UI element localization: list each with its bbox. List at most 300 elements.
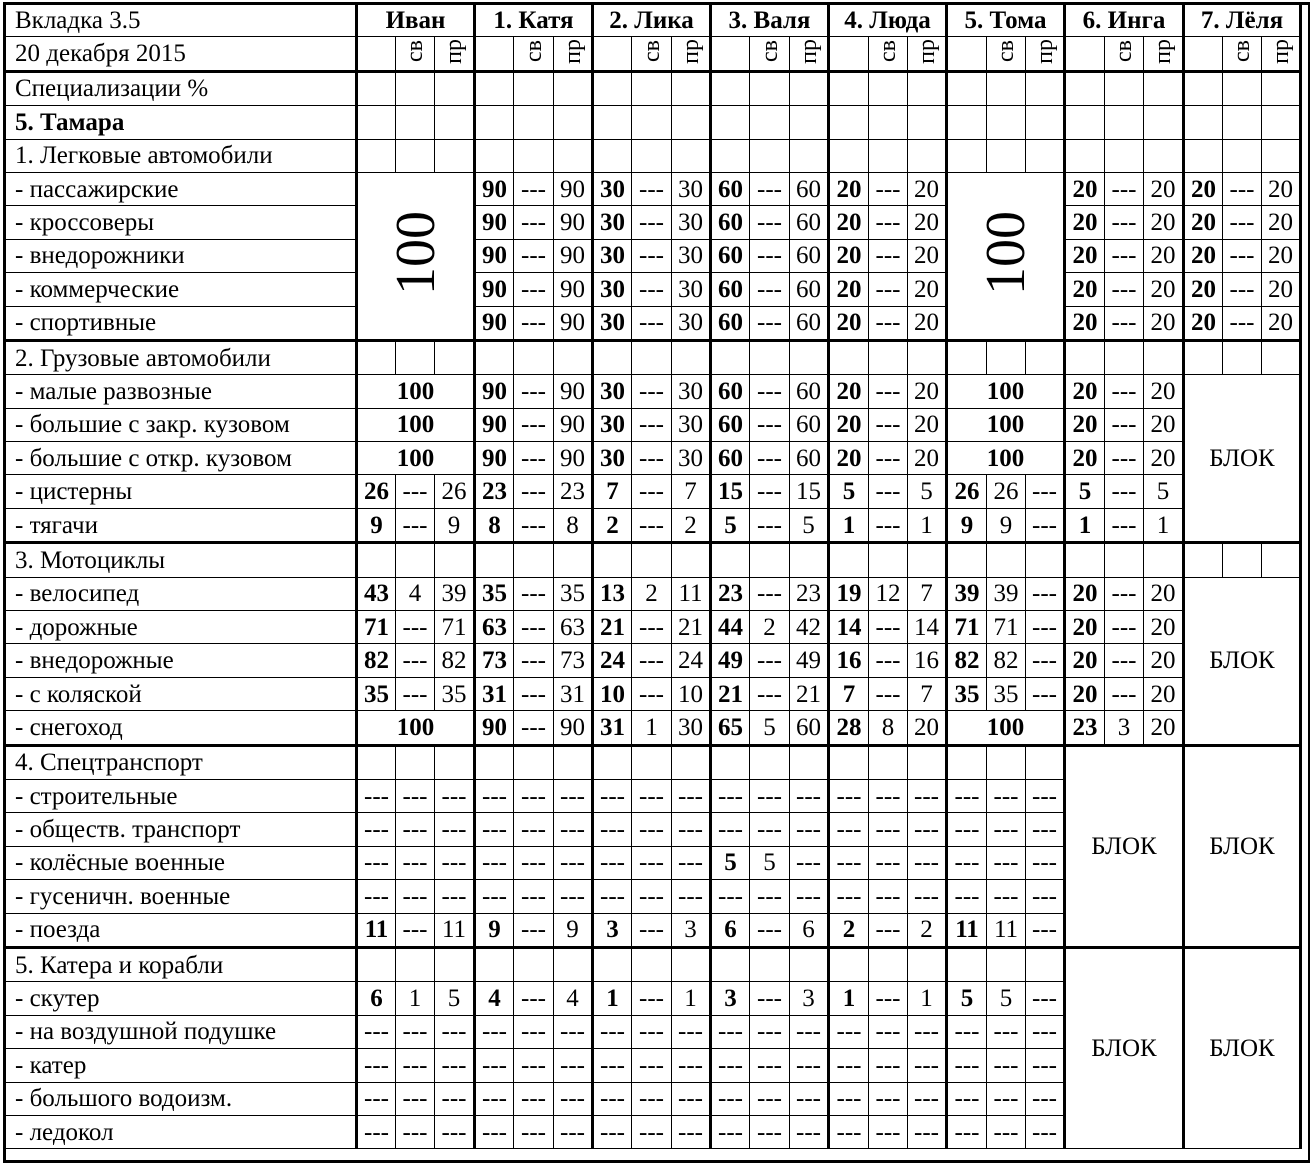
empty-cell: [357, 106, 396, 139]
value-sv: ---: [869, 1049, 908, 1082]
value-total: ---: [947, 1082, 987, 1115]
value-total: ---: [711, 880, 750, 913]
value-sv: ---: [869, 408, 908, 441]
value-total: 10: [593, 677, 632, 710]
value-pr: ---: [1026, 846, 1065, 879]
empty-cell: [475, 947, 514, 981]
value-total: 11: [357, 913, 396, 947]
value-sv: ---: [514, 475, 554, 508]
value-total: ---: [711, 813, 750, 846]
empty-cell: [750, 106, 790, 139]
empty-cell: [1184, 37, 1223, 71]
value-sv: ---: [396, 1082, 435, 1115]
sub-header-sv-text: св: [638, 40, 665, 63]
value-total: 60: [711, 273, 750, 306]
empty-cell: [1144, 543, 1184, 577]
value-total: 3: [711, 982, 750, 1015]
value-total: 90: [475, 206, 514, 239]
value-total: ---: [475, 1015, 514, 1048]
value-sv: ---: [1105, 239, 1144, 272]
empty-cell: [593, 340, 632, 374]
value-sv: 2: [632, 577, 672, 610]
value-sv: ---: [987, 1049, 1026, 1082]
value-total: 20: [829, 442, 869, 475]
empty-cell: [1262, 139, 1301, 172]
value-sv: ---: [1105, 677, 1144, 710]
value-sv: 39: [987, 577, 1026, 610]
value-sv: ---: [514, 375, 554, 408]
value-pr: ---: [554, 1115, 593, 1148]
value-pr: ---: [1026, 644, 1065, 677]
empty-cell: [987, 71, 1026, 105]
empty-cell: [396, 340, 435, 374]
value-sv: ---: [632, 442, 672, 475]
empty-cell: [1105, 106, 1144, 139]
value-sv: ---: [987, 880, 1026, 913]
value-sv: ---: [396, 1115, 435, 1148]
empty-cell: [554, 139, 593, 172]
value-sv: ---: [987, 779, 1026, 812]
value-total: ---: [947, 1015, 987, 1048]
value-total: 20: [1065, 442, 1105, 475]
value-sv: ---: [750, 1015, 790, 1048]
value-pr: 35: [554, 577, 593, 610]
value-pr: 30: [672, 273, 711, 306]
value-sv: 2: [750, 611, 790, 644]
empty-cell: [357, 745, 396, 779]
value-pr: ---: [1026, 1015, 1065, 1048]
value-sv: ---: [514, 206, 554, 239]
empty-cell: [632, 340, 672, 374]
value-sv: ---: [750, 880, 790, 913]
value-pr: 10: [672, 677, 711, 710]
row-label: - внедорожные: [5, 644, 357, 677]
value-pr: 42: [790, 611, 829, 644]
value-sv: ---: [632, 880, 672, 913]
value-total: ---: [593, 1049, 632, 1082]
value-sv: ---: [1223, 239, 1262, 272]
value-pr: 20: [1144, 273, 1184, 306]
value-pr: ---: [908, 779, 947, 812]
sub-header-sv: [1223, 37, 1262, 71]
value-total: 20: [829, 206, 869, 239]
value-total: ---: [593, 1082, 632, 1115]
value-total: ---: [947, 1049, 987, 1082]
value-total: ---: [475, 846, 514, 879]
empty-cell: [554, 106, 593, 139]
value-sv: ---: [869, 1115, 908, 1148]
value-pr: 20: [1144, 677, 1184, 710]
value-sv: ---: [750, 375, 790, 408]
empty-cell: [1144, 139, 1184, 172]
empty-cell: [1144, 340, 1184, 374]
value-total: ---: [357, 1115, 396, 1148]
empty-cell: [869, 745, 908, 779]
value-pr: 20: [1262, 306, 1301, 340]
value-pr: 60: [790, 306, 829, 340]
value-sv: ---: [1105, 442, 1144, 475]
value-total: 44: [711, 611, 750, 644]
value-sv: ---: [869, 880, 908, 913]
value-pr: 9: [435, 508, 475, 542]
empty-cell: [396, 543, 435, 577]
value-total: 4: [475, 982, 514, 1015]
person-header: 2. Лика: [593, 4, 711, 37]
empty-cell: [1065, 71, 1105, 105]
row-label: - поезда: [5, 913, 357, 947]
value-sv: ---: [869, 475, 908, 508]
value-sv: ---: [750, 273, 790, 306]
value-total: 90: [475, 273, 514, 306]
empty-cell: [829, 340, 869, 374]
value-total: ---: [357, 779, 396, 812]
empty-cell: [1026, 139, 1065, 172]
sub-header-pr-text: пр: [559, 38, 586, 64]
value-sv: 9: [987, 508, 1026, 542]
value-pr: ---: [672, 779, 711, 812]
value-total: 5: [829, 475, 869, 508]
value-total: ---: [593, 1015, 632, 1048]
empty-cell: [514, 543, 554, 577]
value-total: 20: [1065, 677, 1105, 710]
value-sv: ---: [750, 1082, 790, 1115]
value-total: ---: [711, 1115, 750, 1148]
empty-cell: [1223, 340, 1262, 374]
value-sv: ---: [869, 913, 908, 947]
value-total: 26: [357, 475, 396, 508]
value-pr: ---: [1026, 677, 1065, 710]
value-total: 90: [475, 442, 514, 475]
value-pr: 20: [908, 306, 947, 340]
value-pr: 90: [554, 273, 593, 306]
value-pr: 8: [554, 508, 593, 542]
value-total: ---: [475, 880, 514, 913]
value-pr: ---: [554, 1015, 593, 1048]
value-total: 9: [357, 508, 396, 542]
empty-cell: [947, 543, 987, 577]
value-sv: 4: [396, 577, 435, 610]
value-total: 20: [829, 172, 869, 205]
empty-cell: [1184, 543, 1223, 577]
value-total: 82: [357, 644, 396, 677]
empty-cell: [514, 139, 554, 172]
sub-header-pr-text: пр: [677, 38, 704, 64]
value-pr: ---: [435, 1049, 475, 1082]
empty-cell: [711, 71, 750, 105]
empty-cell: [593, 71, 632, 105]
sub-header-pr-text: пр: [441, 38, 467, 64]
value-sv: ---: [869, 442, 908, 475]
value-sv: ---: [750, 982, 790, 1015]
value-total: 60: [711, 172, 750, 205]
value-sv: ---: [1223, 206, 1262, 239]
value-total: 30: [593, 375, 632, 408]
value-total: 20: [1065, 611, 1105, 644]
value-total: ---: [593, 1115, 632, 1148]
value-pr: 1: [908, 982, 947, 1015]
value-pr: ---: [908, 880, 947, 913]
value-sv: ---: [1105, 408, 1144, 441]
sub-header-pr-text: пр: [795, 38, 822, 64]
value-total: ---: [593, 880, 632, 913]
person-label: 5. Тамара: [5, 106, 357, 139]
value-sv: ---: [514, 508, 554, 542]
empty-cell: [1144, 106, 1184, 139]
empty-cell: [908, 745, 947, 779]
value-total: ---: [829, 880, 869, 913]
row-label: - внедорожники: [5, 239, 357, 272]
value-pr: 30: [672, 239, 711, 272]
empty-cell: [435, 71, 475, 105]
value-pr: 49: [790, 644, 829, 677]
empty-cell: [1065, 37, 1105, 71]
empty-cell: [1105, 71, 1144, 105]
value-sv: ---: [1105, 273, 1144, 306]
value-pr: 20: [908, 172, 947, 205]
empty-cell: [1065, 106, 1105, 139]
value-pr: 31: [554, 677, 593, 710]
value-sv: ---: [869, 306, 908, 340]
value-sv: ---: [514, 1082, 554, 1115]
empty-cell: [593, 106, 632, 139]
empty-cell: [829, 543, 869, 577]
total-value-cell: 100: [357, 408, 475, 441]
person-header: 5. Тома: [947, 4, 1065, 37]
value-sv: 3: [1105, 711, 1144, 745]
value-total: 90: [475, 408, 514, 441]
empty-cell: [987, 106, 1026, 139]
row-label: - большие с откр. кузовом: [5, 442, 357, 475]
empty-cell: [947, 947, 987, 981]
value-pr: ---: [908, 846, 947, 879]
value-total: 65: [711, 711, 750, 745]
empty-cell: [554, 340, 593, 374]
value-pr: ---: [790, 1015, 829, 1048]
empty-cell: [711, 543, 750, 577]
value-sv: ---: [869, 677, 908, 710]
value-total: 1: [829, 508, 869, 542]
value-sv: ---: [396, 880, 435, 913]
value-sv: ---: [750, 813, 790, 846]
empty-cell: [475, 745, 514, 779]
value-total: 14: [829, 611, 869, 644]
section-label: 3. Мотоциклы: [5, 543, 357, 577]
total-value-cell: 100: [947, 375, 1065, 408]
value-total: ---: [357, 880, 396, 913]
value-pr: 90: [554, 711, 593, 745]
value-pr: ---: [435, 779, 475, 812]
empty-cell: [514, 340, 554, 374]
value-total: ---: [947, 813, 987, 846]
value-sv: ---: [632, 306, 672, 340]
value-pr: 14: [908, 611, 947, 644]
row-label: - спортивные: [5, 306, 357, 340]
value-total: 5: [711, 846, 750, 879]
value-total: ---: [829, 1082, 869, 1115]
value-total: 35: [357, 677, 396, 710]
value-pr: 20: [908, 408, 947, 441]
value-total: 11: [947, 913, 987, 947]
value-total: 35: [947, 677, 987, 710]
empty-cell: [1026, 106, 1065, 139]
value-sv: 1: [396, 982, 435, 1015]
value-sv: ---: [396, 1049, 435, 1082]
value-pr: 20: [1144, 239, 1184, 272]
value-sv: ---: [869, 508, 908, 542]
value-sv: ---: [1223, 172, 1262, 205]
value-sv: ---: [869, 982, 908, 1015]
value-sv: ---: [396, 913, 435, 947]
empty-cell: [632, 139, 672, 172]
empty-cell: [435, 745, 475, 779]
empty-cell: [475, 543, 514, 577]
value-sv: ---: [396, 846, 435, 879]
empty-cell: [1026, 340, 1065, 374]
value-total: 60: [711, 375, 750, 408]
value-total: 2: [829, 913, 869, 947]
value-pr: 15: [790, 475, 829, 508]
value-total: 13: [593, 577, 632, 610]
empty-cell: [829, 71, 869, 105]
empty-cell: [632, 71, 672, 105]
value-pr: 63: [554, 611, 593, 644]
value-total: 16: [829, 644, 869, 677]
value-pr: 9: [554, 913, 593, 947]
empty-cell: [987, 947, 1026, 981]
value-total: ---: [357, 1015, 396, 1048]
value-total: ---: [357, 1082, 396, 1115]
value-total: 21: [593, 611, 632, 644]
sub-header-pr: [908, 37, 947, 71]
value-pr: ---: [554, 846, 593, 879]
total-value-cell: 100: [357, 711, 475, 745]
value-total: 24: [593, 644, 632, 677]
value-total: 90: [475, 306, 514, 340]
value-total: 23: [475, 475, 514, 508]
value-total: 60: [711, 206, 750, 239]
value-sv: ---: [632, 1015, 672, 1048]
value-sv: ---: [632, 475, 672, 508]
value-total: 1: [829, 982, 869, 1015]
value-total: ---: [711, 1049, 750, 1082]
value-pr: 30: [672, 711, 711, 745]
empty-cell: [475, 139, 514, 172]
value-pr: 2: [672, 508, 711, 542]
value-pr: 6: [790, 913, 829, 947]
value-pr: ---: [1026, 779, 1065, 812]
value-pr: 39: [435, 577, 475, 610]
value-pr: 5: [1144, 475, 1184, 508]
empty-cell: [435, 139, 475, 172]
value-total: ---: [593, 846, 632, 879]
empty-cell: [435, 947, 475, 981]
value-total: ---: [711, 1082, 750, 1115]
empty-cell: [554, 543, 593, 577]
value-total: ---: [475, 1049, 514, 1082]
empty-cell: [672, 340, 711, 374]
empty-cell: [396, 106, 435, 139]
value-pr: 7: [908, 677, 947, 710]
empty-cell: [750, 71, 790, 105]
value-total: 20: [829, 273, 869, 306]
value-sv: 5: [750, 711, 790, 745]
value-pr: 20: [1144, 442, 1184, 475]
empty-cell: [1026, 71, 1065, 105]
empty-cell: [632, 543, 672, 577]
value-pr: ---: [435, 846, 475, 879]
value-pr: 90: [554, 375, 593, 408]
row-label: - колёсные военные: [5, 846, 357, 879]
blok-cell: БЛОК: [1065, 947, 1184, 1148]
hundred-block-text: 100: [974, 211, 1037, 296]
value-total: 1: [1065, 508, 1105, 542]
total-value-cell: 100: [947, 711, 1065, 745]
value-total: 3: [593, 913, 632, 947]
sub-header-pr-text: пр: [1267, 38, 1294, 64]
empty-cell: [672, 947, 711, 981]
empty-cell: [711, 139, 750, 172]
value-sv: ---: [869, 375, 908, 408]
value-pr: ---: [672, 846, 711, 879]
empty-cell: [869, 106, 908, 139]
empty-cell: [1026, 543, 1065, 577]
value-total: ---: [829, 846, 869, 879]
empty-cell: [790, 947, 829, 981]
value-sv: ---: [869, 273, 908, 306]
value-pr: 21: [790, 677, 829, 710]
value-total: 35: [475, 577, 514, 610]
empty-cell: [475, 106, 514, 139]
value-sv: ---: [750, 239, 790, 272]
sub-header-pr: [435, 37, 475, 71]
value-pr: 16: [908, 644, 947, 677]
value-pr: ---: [790, 813, 829, 846]
empty-cell: [475, 37, 514, 71]
value-pr: 26: [435, 475, 475, 508]
row-label: - велосипед: [5, 577, 357, 610]
value-total: 6: [711, 913, 750, 947]
empty-cell: [475, 340, 514, 374]
empty-cell: [947, 340, 987, 374]
empty-cell: [672, 543, 711, 577]
value-sv: ---: [869, 813, 908, 846]
empty-cell: [1223, 543, 1262, 577]
value-sv: ---: [632, 172, 672, 205]
row-label: - с коляской: [5, 677, 357, 710]
value-sv: ---: [514, 1115, 554, 1148]
value-sv: ---: [750, 306, 790, 340]
value-sv: ---: [514, 408, 554, 441]
value-pr: 21: [672, 611, 711, 644]
sheet-title: Вкладка 3.5: [5, 4, 357, 37]
value-sv: 5: [987, 982, 1026, 1015]
empty-cell: [1223, 71, 1262, 105]
empty-cell: [829, 745, 869, 779]
empty-cell: [1144, 71, 1184, 105]
section-label: 4. Спецтранспорт: [5, 745, 357, 779]
row-label: - строительные: [5, 779, 357, 812]
value-pr: 1: [1144, 508, 1184, 542]
value-pr: ---: [672, 880, 711, 913]
spec-label: Специализации %: [5, 71, 357, 105]
value-pr: ---: [1026, 1049, 1065, 1082]
value-sv: ---: [1105, 644, 1144, 677]
value-sv: ---: [869, 172, 908, 205]
empty-cell: [357, 139, 396, 172]
section-label: 1. Легковые автомобили: [5, 139, 357, 172]
empty-cell: [593, 37, 632, 71]
value-sv: ---: [514, 677, 554, 710]
